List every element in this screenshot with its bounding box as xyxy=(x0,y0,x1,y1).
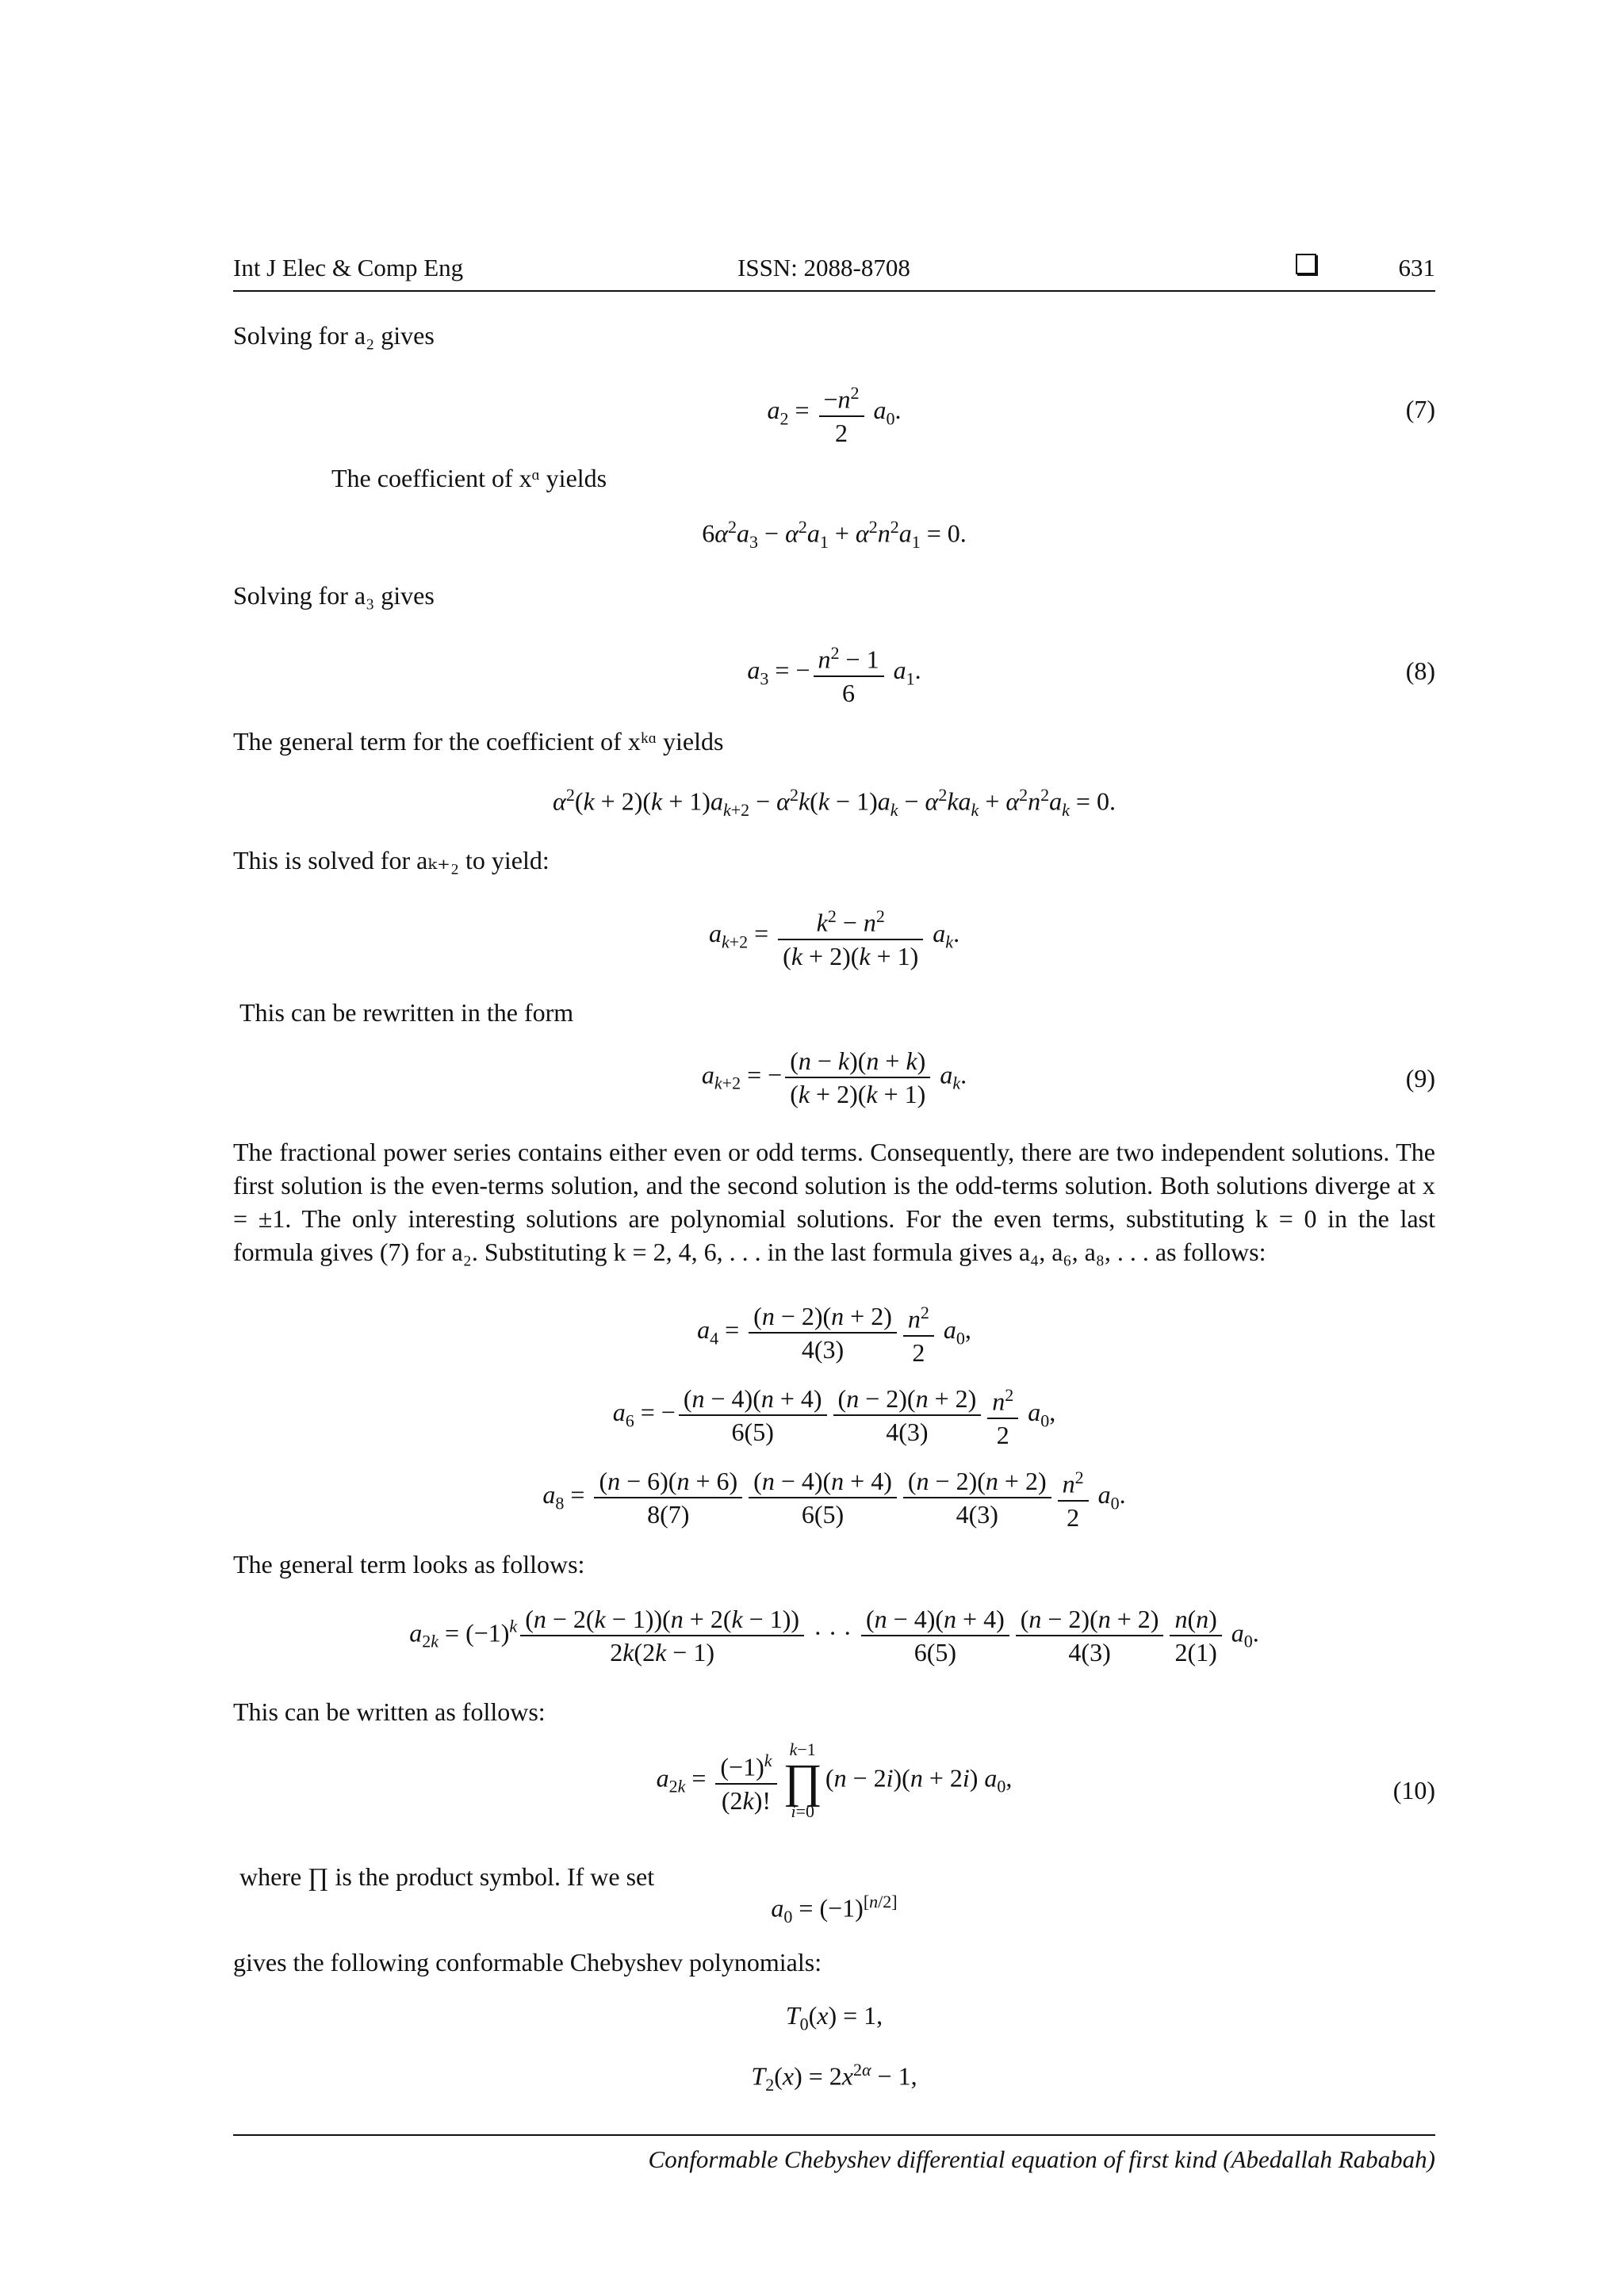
equation-coefficient-alpha xyxy=(233,517,1435,552)
equation-number: (10) xyxy=(1392,1776,1435,1804)
running-title: Conformable Chebyshev differential equation of first kind (Abedallah Rababah) xyxy=(648,2145,1435,2173)
equation-body: $a_{k+2}$ = − $\frac{(n - k)(n + k)}{(k + 2)(k + 1)}$ $a_k$. xyxy=(701,1047,967,1108)
issn: ISSN: 2088-8708 xyxy=(737,254,910,281)
equation-a6 xyxy=(233,1380,1435,1448)
equation-body: $\alpha^2(k + 2)(k + 1)a_{k+2} - \alpha^2k(k - 1)a_k - \alpha^2ka_k + \alpha^2n^2a_k = 0$. xyxy=(553,785,1116,821)
equation-a8 xyxy=(233,1462,1435,1530)
equation-body: $a_0 = (-1)[n/2]$ xyxy=(771,1892,898,1927)
equation-number: (9) xyxy=(1405,1064,1435,1093)
square-bullet-icon xyxy=(1296,254,1316,274)
equation-body: $a_{k+2}$ = $\frac{k^2 - n^2}{(k + 2)(k + 1)}$ $a_k$. xyxy=(233,901,1435,972)
footer-rule xyxy=(233,2134,1435,2136)
equation-body: $a_{2k} = (-1)^k$ $\frac{(n - 2(k - 1))(n + 2(k - 1))}{2k(2k - 1)}$ · · · $\frac{(n - 4)(n + 4)}{6(5)}$ $\frac{(n - 2)(n + 2)}{4(3)}$ $\frac{n(n)}{2(1)}$ $a_0$. xyxy=(409,1605,1259,1667)
equation-body: $T_2(x) = 2x^{2\alpha} - 1$, xyxy=(751,2060,917,2095)
product-symbol: k−1 ∏ i=0 xyxy=(783,1739,822,1821)
equation-7 xyxy=(233,377,1435,449)
text-solved-ak2: This is solved for aₖ₊₂ to yield: xyxy=(233,846,550,874)
text-solving-a3: Solving for a₃ gives xyxy=(233,581,435,610)
equation-9 xyxy=(233,1045,1435,1116)
equation-8 xyxy=(233,637,1435,709)
paragraph-fractional-series: The fractional power series contains either even or odd terms. Consequently, there are two independent solutions. The first solution is the even-terms solution, and the second solution is the odd-terms solution. Both solutions diverge at x = ±1. The only interesting solutions are polynomial solutions. For the even terms, substituting k = 0 in the last formula gives (7) for a₂. Substituting k = 2, 4, 6, . . . in the last formula gives a₄, a₆, a₈, . . . as follows: xyxy=(233,1138,1435,1266)
equation-body: $a_4$ = $\frac{(n - 2)(n + 2)}{4(3)}$ $\frac{n^2}{2}$ $a_0$, xyxy=(233,1297,1435,1368)
equation-body: $a_2$ = $\frac{-n^2}{2}$ $a_0$. xyxy=(233,377,1435,449)
equation-body: $a_8$ = $\frac{(n - 6)(n + 6)}{8(7)}$ $\frac{(n - 4)(n + 4)}{6(5)}$ $\frac{(n - 2)(n + 2)}{4(3)}$ $\frac{n^2}{2}$ $a_0$. xyxy=(233,1462,1435,1533)
equation-a0 xyxy=(233,1892,1435,1927)
text-gives-following: gives the following conformable Chebyshev polynomials: xyxy=(233,1948,822,1976)
page-header xyxy=(233,254,1435,292)
text-general-term-coeff: The general term for the coefficient of xᵏᵅ yields xyxy=(233,727,724,756)
equation-10 xyxy=(233,1741,1435,1844)
equation-body: $6\alpha^2a_3 - \alpha^2a_1 + \alpha^2n^2a_1 = 0$. xyxy=(702,517,967,553)
equation-number: (8) xyxy=(1405,656,1435,685)
text-where-product: where ∏ is the product symbol. If we set xyxy=(239,1862,655,1891)
equation-number: (7) xyxy=(1405,395,1435,423)
equation-ak2 xyxy=(233,901,1435,972)
equation-body: $a_6$ = − $\frac{(n - 4)(n + 4)}{6(5)}$ $\frac{(n - 2)(n + 2)}{4(3)}$ $\frac{n^2}{2}$ $a_0$, xyxy=(233,1380,1435,1451)
text-rewritten: This can be rewritten in the form xyxy=(239,998,574,1027)
text-general-looks: The general term looks as follows: xyxy=(233,1550,585,1578)
equation-body: $a_3$ = − $\frac{n^2 - 1}{6}$ $a_1$. xyxy=(233,637,1435,709)
equation-T2 xyxy=(233,2060,1435,2095)
text-coefficient-x-alpha: The coefficient of xᵅ yields xyxy=(331,464,607,492)
equation-body: $T_0(x) = 1$, xyxy=(785,2001,883,2034)
equation-T0 xyxy=(233,2001,1435,2036)
text-written-as: This can be written as follows: xyxy=(233,1697,546,1726)
equation-general-coefficient xyxy=(233,785,1435,820)
journal-name: Int J Elec & Comp Eng xyxy=(233,254,464,281)
equation-a4 xyxy=(233,1297,1435,1365)
text-solving-a2: Solving for a₂ gives xyxy=(233,321,435,350)
equation-body: $a_{2k}$ = $\frac{(-1)^k}{(2k)!}$ k−1 ∏ i=0 (n − 2i)(n + 2i) $a_0$, xyxy=(656,1739,1013,1821)
equation-a2k-general xyxy=(233,1603,1435,1674)
page-number: 631 xyxy=(1398,254,1435,281)
